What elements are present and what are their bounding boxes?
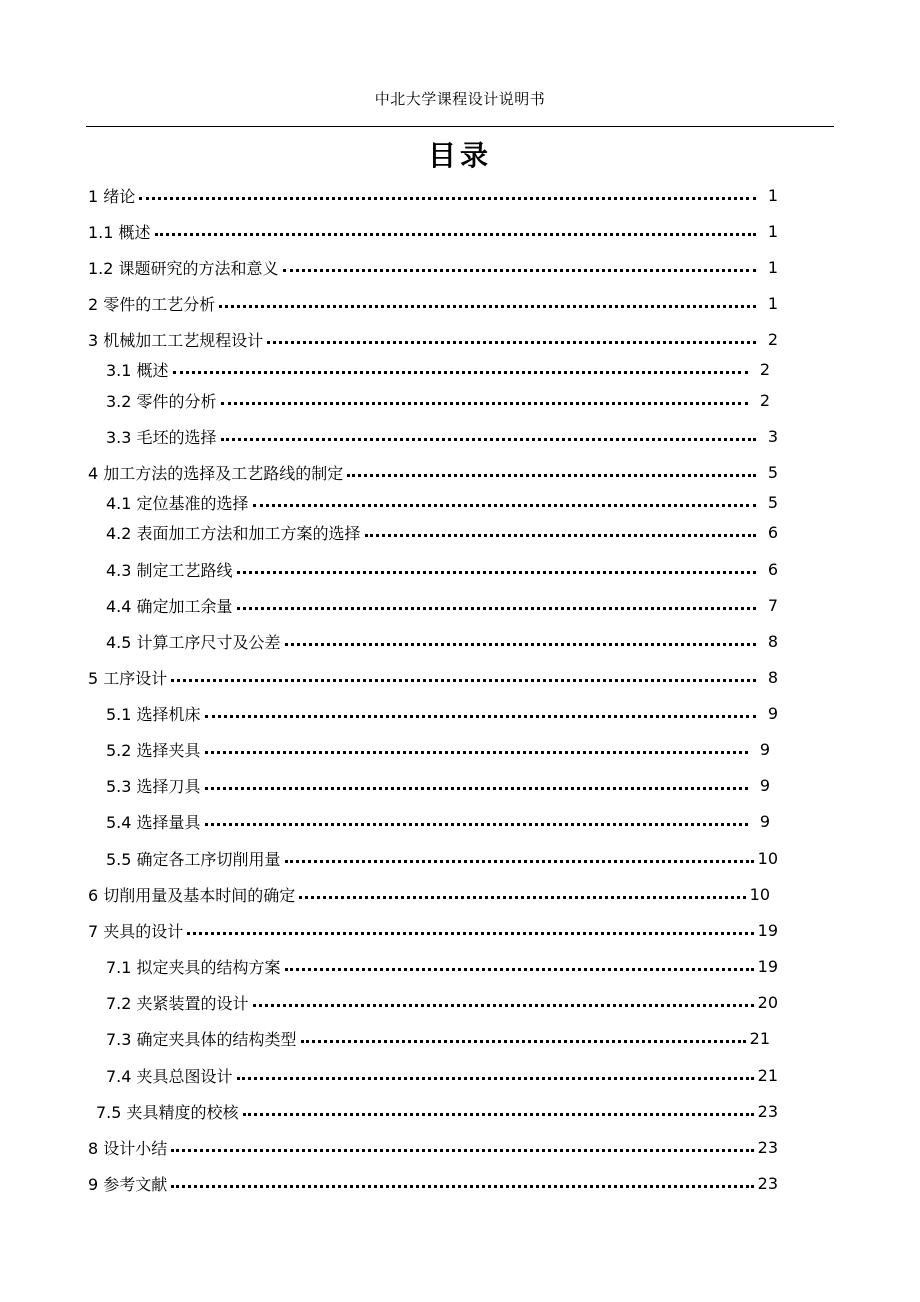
toc-entry-page: 9: [767, 703, 778, 723]
header-rule: [86, 126, 834, 127]
toc-entry: [106, 809, 770, 833]
toc-entry-label: 4.5 计算工序尺寸及公差: [106, 632, 281, 652]
toc-entry: [106, 954, 778, 978]
toc-entry-page: 23: [757, 1173, 778, 1193]
toc-dot-leader: [221, 424, 756, 448]
toc-entry: [106, 773, 770, 797]
toc-entry-page: 6: [767, 559, 778, 579]
toc-entry: [106, 424, 778, 448]
toc-entry: [88, 460, 778, 484]
toc-entry: [88, 1171, 778, 1195]
toc-entry: [96, 1099, 778, 1123]
toc-entry-label: 7 夹具的设计: [88, 921, 184, 941]
toc-dot-leader: [205, 737, 748, 761]
toc-entry-page: 23: [757, 1137, 778, 1157]
toc-entry-label: 3 机械加工工艺规程设计: [88, 330, 264, 350]
toc-entry-label: 5.4 选择量具: [106, 812, 201, 832]
toc-entry: [88, 255, 778, 279]
toc-entry: [88, 183, 778, 207]
toc-entry-page: 2: [759, 359, 770, 379]
toc-dot-leader: [237, 1063, 754, 1087]
toc-entry-label: 1.1 概述: [88, 222, 151, 242]
toc-dot-leader: [299, 882, 745, 906]
toc-entry-page: 10: [749, 884, 770, 904]
toc-entry: [88, 291, 778, 315]
toc-entry-label: 7.1 拟定夹具的结构方案: [106, 957, 281, 977]
toc-entry-label: 4.2 表面加工方法和加工方案的选择: [106, 523, 361, 543]
toc-entry-label: 7.2 夹紧装置的设计: [106, 993, 249, 1013]
toc-dot-leader: [205, 773, 748, 797]
toc-entry-page: 10: [757, 848, 778, 868]
toc-entry: [106, 388, 770, 412]
toc-dot-leader: [285, 954, 754, 978]
toc-entry-label: 5.1 选择机床: [106, 704, 201, 724]
toc-dot-leader: [171, 1171, 753, 1195]
page-title: 目录: [427, 139, 492, 172]
toc-dot-leader: [219, 291, 756, 315]
toc-entry: [106, 990, 778, 1014]
toc-entry-page: 9: [759, 811, 770, 831]
toc-entry-page: 5: [767, 462, 778, 482]
toc-entry-label: 1.2 课题研究的方法和意义: [88, 258, 279, 278]
toc-entry-page: 23: [757, 1101, 778, 1121]
toc-dot-leader: [301, 1026, 746, 1050]
toc-entry-page: 1: [767, 293, 778, 313]
toc-dot-leader: [347, 460, 756, 484]
toc-entry: [106, 357, 770, 381]
toc-entry-page: 9: [759, 739, 770, 759]
toc-entry-page: 7: [767, 595, 778, 615]
toc-dot-leader: [283, 255, 756, 279]
page-header: 中北大学课程设计说明书: [374, 90, 546, 108]
toc-entry-label: 5.2 选择夹具: [106, 740, 201, 760]
toc-entry-page: 19: [757, 920, 778, 940]
toc-entry-label: 5.5 确定各工序切削用量: [106, 849, 281, 869]
toc-entry-label: 7.4 夹具总图设计: [106, 1066, 233, 1086]
toc-entry: [88, 219, 778, 243]
toc-entry-page: 5: [767, 492, 778, 512]
toc-entry-label: 4 加工方法的选择及工艺路线的制定: [88, 463, 344, 483]
toc-entry-label: 2 零件的工艺分析: [88, 294, 216, 314]
toc-dot-leader: [237, 557, 756, 581]
toc-dot-leader: [155, 219, 756, 243]
toc-entry-page: 19: [757, 956, 778, 976]
toc-entry: [106, 701, 778, 725]
toc-entry: [106, 557, 778, 581]
toc-entry-label: 4.1 定位基准的选择: [106, 493, 249, 513]
toc-entry: [106, 737, 770, 761]
toc-dot-leader: [285, 846, 754, 870]
toc-entry: [88, 882, 770, 906]
toc-entry-page: 8: [767, 667, 778, 687]
toc-entry-page: 9: [759, 775, 770, 795]
toc-entry-label: 7.3 确定夹具体的结构类型: [106, 1029, 297, 1049]
toc-entry-page: 21: [749, 1028, 770, 1048]
toc-dot-leader: [171, 665, 756, 689]
toc-entry-page: 20: [757, 992, 778, 1012]
toc-dot-leader: [365, 520, 756, 544]
toc-entry-page: 3: [767, 426, 778, 446]
toc-entry-page: 2: [759, 390, 770, 410]
toc-entry-label: 7.5 夹具精度的校核: [96, 1102, 239, 1122]
toc-dot-leader: [205, 809, 748, 833]
toc-entry-label: 4.3 制定工艺路线: [106, 560, 233, 580]
toc-entry-page: 6: [767, 522, 778, 542]
toc-entry-label: 9 参考文献: [88, 1174, 168, 1194]
toc-entry: [106, 593, 778, 617]
toc-dot-leader: [205, 701, 756, 725]
toc-dot-leader: [171, 1135, 753, 1159]
toc-dot-leader: [267, 327, 756, 351]
toc-dot-leader: [187, 918, 753, 942]
toc-entry: [106, 629, 778, 653]
toc-entry-label: 3.3 毛坯的选择: [106, 427, 217, 447]
toc-entry-page: 2: [767, 329, 778, 349]
toc-entry: [88, 665, 778, 689]
toc-dot-leader: [285, 629, 756, 653]
toc-dot-leader: [237, 593, 756, 617]
toc-dot-leader: [253, 990, 754, 1014]
toc-entry-page: 21: [757, 1065, 778, 1085]
toc-entry: [106, 1026, 770, 1050]
toc-dot-leader: [221, 388, 748, 412]
toc-entry-page: 8: [767, 631, 778, 651]
toc-entry-page: 1: [767, 257, 778, 277]
toc-entry-label: 5 工序设计: [88, 668, 168, 688]
toc-entry: [106, 1063, 778, 1087]
toc-entry: [88, 327, 778, 351]
toc-dot-leader: [173, 357, 748, 381]
toc-entry: [106, 490, 778, 514]
toc-entry-page: 1: [767, 221, 778, 241]
toc-entry-label: 3.2 零件的分析: [106, 391, 217, 411]
toc-entry-label: 4.4 确定加工余量: [106, 596, 233, 616]
toc-dot-leader: [243, 1099, 754, 1123]
toc-entry-label: 8 设计小结: [88, 1138, 168, 1158]
toc-dot-leader: [139, 183, 756, 207]
toc-entry-label: 1 绪论: [88, 186, 136, 206]
toc-entry-label: 5.3 选择刀具: [106, 776, 201, 796]
toc-dot-leader: [253, 490, 756, 514]
toc-entry: [88, 1135, 778, 1159]
toc-entry: [88, 918, 778, 942]
toc-entry: [106, 846, 778, 870]
toc-entry-label: 3.1 概述: [106, 360, 169, 380]
toc-entry-label: 6 切削用量及基本时间的确定: [88, 885, 296, 905]
toc-entry-page: 1: [767, 185, 778, 205]
toc-entry: [106, 520, 778, 544]
